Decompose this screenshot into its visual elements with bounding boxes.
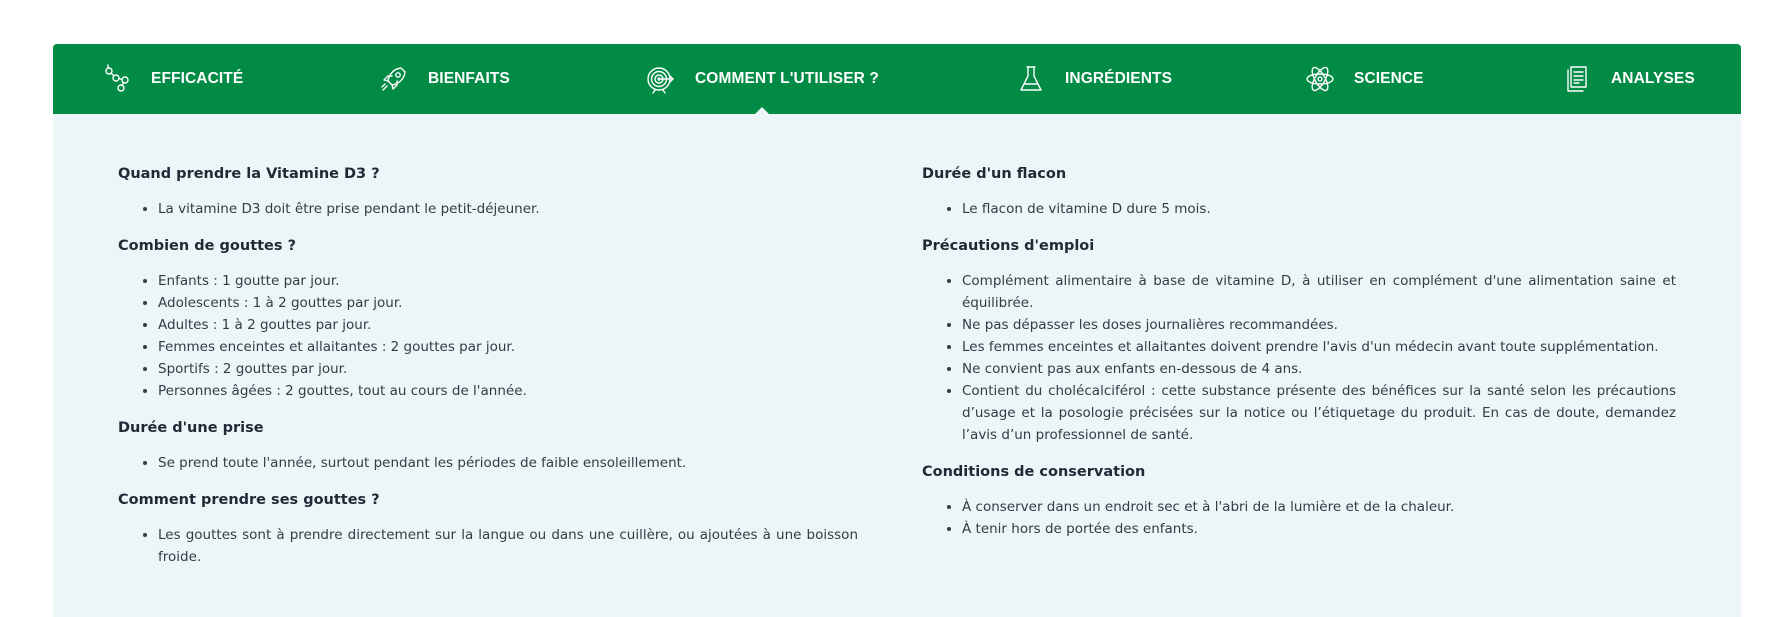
- list-item: • La vitamine D3 doit être prise pendant le petit-déjeuner.: [158, 198, 858, 220]
- tab-efficacite[interactable]: [101, 44, 243, 114]
- tab-label: COMMENT L'UTILISER ?: [695, 70, 879, 87]
- list-item: • Sportifs : 2 gouttes par jour.: [158, 358, 858, 380]
- section-list: [922, 496, 1676, 540]
- section-title: Comment prendre ses gouttes ?: [118, 492, 380, 508]
- flask-icon: [1015, 63, 1047, 95]
- section-list: [118, 198, 858, 220]
- tab-label: SCIENCE: [1354, 70, 1424, 87]
- list-item: • Les femmes enceintes et allaitantes doivent prendre l'avis d'un médecin avant toute supplémentation.: [962, 336, 1676, 358]
- list-item: • À conserver dans un endroit sec et à l'abri de la lumière et de la chaleur.: [962, 496, 1676, 518]
- tab-bienfaits[interactable]: [378, 44, 510, 114]
- section-list: [922, 270, 1676, 446]
- section-title: Durée d'un flacon: [922, 166, 1067, 182]
- molecule-icon: [101, 63, 133, 95]
- tab-comment-utiliser[interactable]: [645, 44, 879, 114]
- list-item: • Adultes : 1 à 2 gouttes par jour.: [158, 314, 858, 336]
- left-column: [118, 164, 858, 617]
- section-title: Conditions de conservation: [922, 464, 1146, 480]
- target-icon: [645, 63, 677, 95]
- list-item: • Se prend toute l'année, surtout pendant les périodes de faible ensoleillement.: [158, 452, 858, 474]
- section-list: [118, 452, 858, 474]
- tab-science[interactable]: [1304, 44, 1424, 114]
- right-column: [922, 164, 1676, 617]
- tab-label: ANALYSES: [1611, 70, 1695, 87]
- section-list: [118, 524, 858, 568]
- tab-ingredients[interactable]: [1015, 44, 1172, 114]
- atom-icon: [1304, 63, 1336, 95]
- section-title: Durée d'une prise: [118, 420, 264, 436]
- section-title: Précautions d'emploi: [922, 238, 1095, 254]
- rocket-icon: [378, 63, 410, 95]
- list-item: • Le flacon de vitamine D dure 5 mois.: [962, 198, 1676, 220]
- tab-bar: [53, 44, 1741, 114]
- tab-label: BIENFAITS: [428, 70, 510, 87]
- product-info-tabs: [53, 44, 1741, 617]
- list-item: • Contient du cholécalciférol : cette substance présente des bénéfices sur la santé selon les précautions d’usage et la posologie précisées sur la notice ou l’étiquetage du produit. En cas de doute, demandez l’avis d’un professionnel de santé.: [962, 380, 1676, 446]
- section-title: Combien de gouttes ?: [118, 238, 296, 254]
- list-item: • Personnes âgées : 2 gouttes, tout au cours de l'année.: [158, 380, 858, 402]
- list-item: • Femmes enceintes et allaitantes : 2 gouttes par jour.: [158, 336, 858, 358]
- list-item: • Ne convient pas aux enfants en-dessous de 4 ans.: [962, 358, 1676, 380]
- list-item: • À tenir hors de portée des enfants.: [962, 518, 1676, 540]
- tab-label: EFFICACITÉ: [151, 70, 244, 87]
- list-item: • Ne pas dépasser les doses journalières recommandées.: [962, 314, 1676, 336]
- tab-analyses[interactable]: [1561, 44, 1695, 114]
- tab-label: INGRÉDIENTS: [1065, 70, 1173, 87]
- list-item: • Enfants : 1 goutte par jour.: [158, 270, 858, 292]
- documents-icon: [1561, 63, 1593, 95]
- section-list: [118, 270, 858, 402]
- tab-panel-usage: [53, 114, 1741, 617]
- list-item: • Les gouttes sont à prendre directement sur la langue ou dans une cuillère, ou ajoutées à une boisson froide.: [158, 524, 858, 568]
- section-list: [922, 198, 1676, 220]
- section-title: Quand prendre la Vitamine D3 ?: [118, 166, 380, 182]
- list-item: • Complément alimentaire à base de vitamine D, à utiliser en complément d'une alimentation saine et équilibrée.: [962, 270, 1676, 314]
- list-item: • Adolescents : 1 à 2 gouttes par jour.: [158, 292, 858, 314]
